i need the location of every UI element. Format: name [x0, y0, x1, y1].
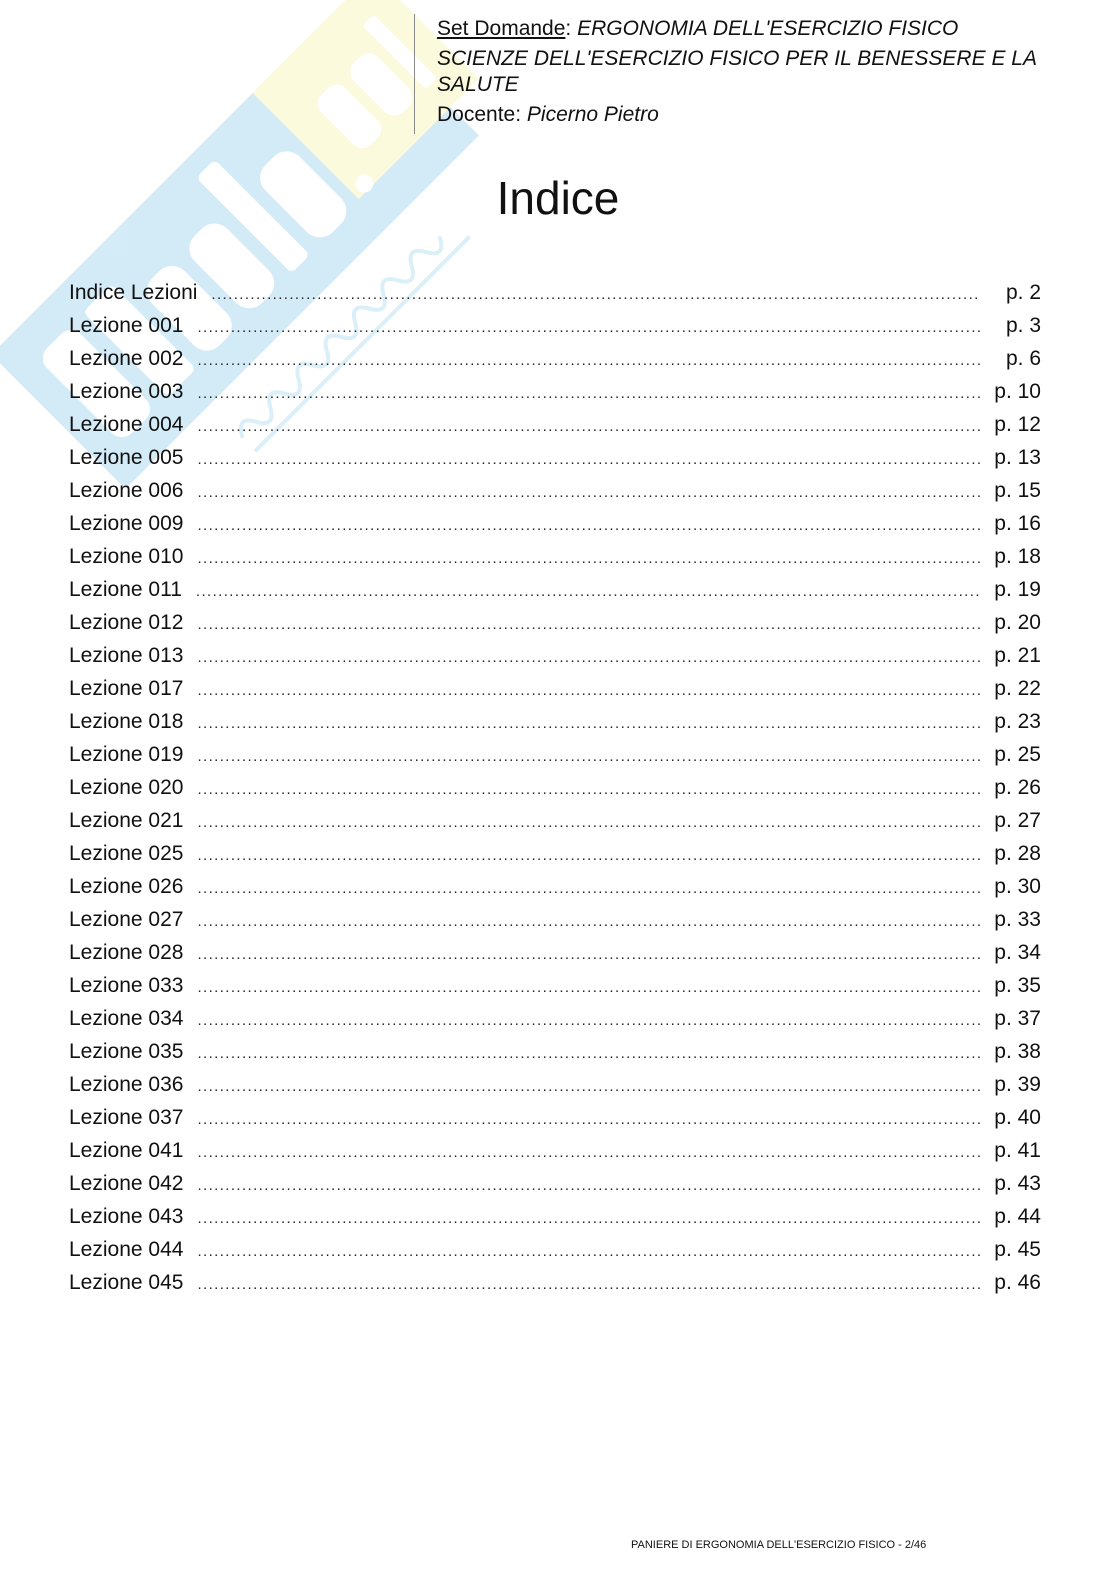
set-domande-label: Set Domande [437, 17, 566, 40]
toc-entry-page: p. 16 [994, 512, 1041, 535]
toc-entry-page: p. 46 [994, 1271, 1041, 1294]
toc-entry-label: Indice Lezioni [69, 281, 198, 304]
toc-entry-label: Lezione 028 [69, 941, 184, 964]
toc-entry-page: p. 3 [1005, 314, 1041, 337]
toc-entry-page: p. 22 [994, 677, 1041, 700]
toc-dot-leader [197, 1169, 981, 1202]
toc-entry-page: p. 6 [1005, 347, 1041, 370]
toc-entry-label: Lezione 026 [69, 875, 184, 898]
header-separator: : [565, 17, 578, 40]
toc-entry-page: p. 30 [994, 875, 1041, 898]
toc-entry-page: p. 15 [994, 479, 1041, 502]
toc-dot-leader [197, 641, 981, 674]
toc-entry[interactable] [69, 870, 1041, 903]
toc-entry-label: Lezione 037 [69, 1106, 184, 1129]
toc-entry-page: p. 44 [994, 1205, 1041, 1228]
toc-dot-leader [197, 839, 981, 872]
toc-entry[interactable] [69, 903, 1041, 936]
toc-entry-label: Lezione 021 [69, 809, 184, 832]
toc-entry-page: p. 33 [994, 908, 1041, 931]
toc-dot-leader [197, 1004, 981, 1037]
toc-entry-page: p. 18 [994, 545, 1041, 568]
toc-entry[interactable] [69, 1200, 1041, 1233]
toc-dot-leader [197, 707, 981, 740]
toc-dot-leader [197, 443, 981, 476]
toc-entry-label: Lezione 025 [69, 842, 184, 865]
toc-entry[interactable] [69, 1101, 1041, 1134]
toc-entry[interactable] [69, 441, 1041, 474]
toc-entry-page: p. 34 [994, 941, 1041, 964]
toc-dot-leader [197, 476, 981, 509]
toc-dot-leader [197, 740, 981, 773]
toc-entry-page: p. 10 [994, 380, 1041, 403]
toc-entry[interactable] [69, 507, 1041, 540]
toc-entry-page: p. 13 [994, 446, 1041, 469]
toc-entry-page: p. 37 [994, 1007, 1041, 1030]
toc-entry[interactable] [69, 1068, 1041, 1101]
toc-entry-label: Lezione 033 [69, 974, 184, 997]
toc-entry-page: p. 27 [994, 809, 1041, 832]
toc-entry-label: Lezione 004 [69, 413, 184, 436]
toc-dot-leader [197, 1070, 981, 1103]
toc-entry-page: p. 25 [994, 743, 1041, 766]
header-course-line [437, 16, 1077, 42]
toc-dot-leader [197, 905, 981, 938]
toc-entry[interactable] [69, 375, 1041, 408]
toc-entry-page: p. 45 [994, 1238, 1041, 1261]
toc-entry[interactable] [69, 408, 1041, 441]
toc-entry[interactable] [69, 474, 1041, 507]
toc-dot-leader [197, 1136, 981, 1169]
toc-entry-page: p. 21 [994, 644, 1041, 667]
toc-entry-label: Lezione 001 [69, 314, 184, 337]
toc-entry[interactable] [69, 1266, 1041, 1299]
toc-entry[interactable] [69, 804, 1041, 837]
toc-entry-page: p. 43 [994, 1172, 1041, 1195]
teacher-name: Picerno Pietro [526, 103, 659, 126]
toc-entry[interactable] [69, 1002, 1041, 1035]
toc-entry[interactable] [69, 309, 1041, 342]
toc-entry-label: Lezione 005 [69, 446, 184, 469]
toc-entry[interactable] [69, 1035, 1041, 1068]
toc-entry[interactable] [69, 837, 1041, 870]
toc-dot-leader [197, 311, 981, 344]
toc-dot-leader [197, 938, 981, 971]
toc-entry[interactable] [69, 672, 1041, 705]
toc-entry-label: Lezione 003 [69, 380, 184, 403]
toc-entry-label: Lezione 042 [69, 1172, 184, 1195]
toc-entry-label: Lezione 012 [69, 611, 184, 634]
toc-dot-leader [196, 575, 981, 608]
toc-entry-page: p. 23 [994, 710, 1041, 733]
toc-entry-page: p. 2 [1005, 281, 1041, 304]
page-footer: PANIERE DI ERGONOMIA DELL'ESERCIZIO FISICO - 2/46 [631, 1539, 927, 1551]
toc-dot-leader [197, 1037, 981, 1070]
toc-entry-label: Lezione 034 [69, 1007, 184, 1030]
toc-entry[interactable] [69, 1167, 1041, 1200]
header-divider [414, 14, 415, 134]
toc-entry-page: p. 35 [994, 974, 1041, 997]
toc-entry-page: p. 40 [994, 1106, 1041, 1129]
degree-name: SCIENZE DELL'ESERCIZIO FISICO PER IL BENESSERE E LA SALUTE [437, 47, 1037, 96]
toc-entry-label: Lezione 006 [69, 479, 184, 502]
toc-entry-label: Lezione 036 [69, 1073, 184, 1096]
toc-entry-page: p. 19 [994, 578, 1041, 601]
toc-entry-label: Lezione 002 [69, 347, 184, 370]
toc-entry-page: p. 12 [994, 413, 1041, 436]
toc-entry[interactable] [69, 969, 1041, 1002]
toc-entry-label: Lezione 044 [69, 1238, 184, 1261]
toc-entry-label: Lezione 027 [69, 908, 184, 931]
toc-entry[interactable] [69, 540, 1041, 573]
toc-dot-leader [211, 278, 981, 311]
toc-dot-leader [197, 674, 981, 707]
toc-entry-page: p. 38 [994, 1040, 1041, 1063]
toc-entry-page: p. 20 [994, 611, 1041, 634]
course-title: ERGONOMIA DELL'ESERCIZIO FISICO [577, 17, 959, 40]
toc-entry-page: p. 28 [994, 842, 1041, 865]
toc-dot-leader [197, 1103, 981, 1136]
toc-dot-leader [197, 377, 981, 410]
page-title: Indice [496, 172, 620, 224]
toc-entry[interactable] [69, 738, 1041, 771]
toc-dot-leader [197, 1202, 981, 1235]
toc-dot-leader [197, 872, 981, 905]
toc-dot-leader [197, 971, 981, 1004]
toc-entry-page: p. 39 [994, 1073, 1041, 1096]
toc-entry[interactable] [69, 1134, 1041, 1167]
teacher-line [437, 102, 1077, 128]
toc-entry-label: Lezione 041 [69, 1139, 184, 1162]
toc-entry[interactable] [69, 705, 1041, 738]
toc-entry[interactable] [69, 936, 1041, 969]
toc-entry-label: Lezione 013 [69, 644, 184, 667]
toc-entry-label: Lezione 018 [69, 710, 184, 733]
toc-dot-leader [197, 806, 981, 839]
toc-entry-label: Lezione 043 [69, 1205, 184, 1228]
toc-entry-label: Lezione 020 [69, 776, 184, 799]
toc-entry-label: Lezione 011 [69, 578, 182, 601]
toc-entry-label: Lezione 019 [69, 743, 184, 766]
toc-dot-leader [197, 509, 981, 542]
toc-entry-page: p. 26 [994, 776, 1041, 799]
toc-entry-label: Lezione 035 [69, 1040, 184, 1063]
toc-dot-leader [197, 1268, 981, 1301]
toc-dot-leader [197, 542, 981, 575]
toc-dot-leader [197, 344, 981, 377]
toc-entry[interactable] [69, 276, 1041, 309]
toc-entry[interactable] [69, 771, 1041, 804]
teacher-label: Docente: [437, 103, 527, 126]
toc-entry-label: Lezione 045 [69, 1271, 184, 1294]
table-of-contents [69, 276, 1041, 1299]
toc-entry[interactable] [69, 342, 1041, 375]
toc-entry-label: Lezione 009 [69, 512, 184, 535]
toc-entry[interactable] [69, 1233, 1041, 1266]
toc-entry-label: Lezione 017 [69, 677, 184, 700]
toc-dot-leader [197, 773, 981, 806]
toc-dot-leader [197, 1235, 981, 1268]
toc-dot-leader [197, 410, 981, 443]
toc-entry[interactable] [69, 573, 1041, 606]
toc-entry-label: Lezione 010 [69, 545, 184, 568]
toc-entry[interactable] [69, 639, 1041, 672]
toc-entry-page: p. 41 [994, 1139, 1041, 1162]
toc-entry[interactable] [69, 606, 1041, 639]
document-header [437, 16, 1077, 128]
toc-dot-leader [197, 608, 981, 641]
